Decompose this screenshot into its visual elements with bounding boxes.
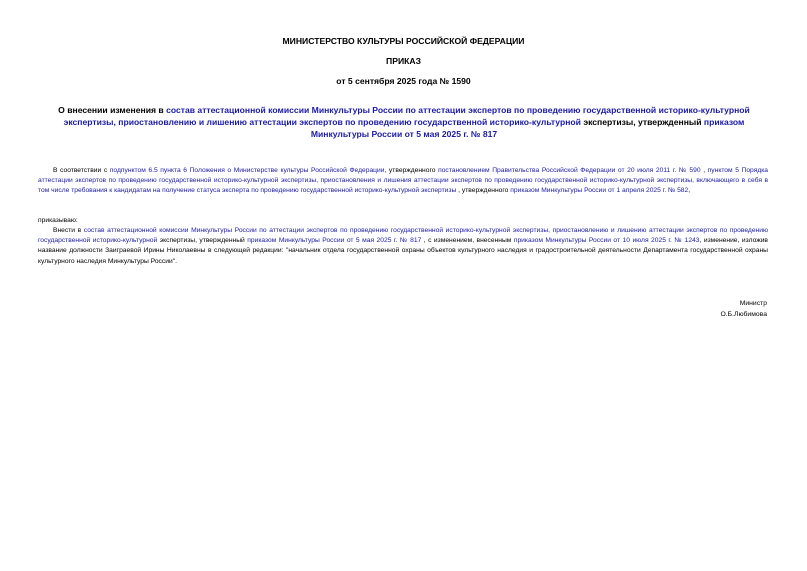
p2-link-order-1243[interactable]: приказом Минкультуры России от 10 июля 2025 г. № 1243	[513, 237, 700, 245]
title-prefix: О внесении изменения в	[58, 105, 167, 115]
p2-text-2: экспертизы, утвержденный	[157, 237, 248, 245]
paragraph-amendment	[38, 226, 768, 267]
paragraph-basis	[38, 166, 768, 197]
order-word: приказываю:	[38, 217, 78, 224]
signatory-name: О.Б.Любимова	[720, 310, 767, 318]
p1-link-regulation[interactable]: подпунктом 6.5 пункта 6 Положения о Министерстве культуры Российской Федерации	[109, 167, 385, 174]
p1-text-4: , утвержденного	[456, 187, 511, 195]
p2-text-3: , с изменением, внесенным	[421, 237, 514, 245]
p2-text-4: , изменение, изложив название должности Заиграевой Ирины Николаевны в следующей редакции: "начальник отдела государственной охраны объектов культурного наследия и градостроительной деятельности Департамента государственной охраны культурного наследия Минкультуры России".	[38, 237, 768, 265]
doc-type-heading: ПРИКАЗ	[386, 56, 421, 66]
p1-link-decree-590[interactable]: постановлением Правительства Российской Федерации от 20 июля 2011 г. № 590	[438, 167, 701, 174]
signatory-position: Министр	[739, 300, 767, 307]
order-title	[44, 104, 764, 140]
signature-block	[720, 299, 767, 320]
title-link-order-817[interactable]: приказом Минкультуры России от 5 мая 2025 г. № 817	[310, 117, 745, 139]
order-date-number: от 5 сентября 2025 года № 1590	[336, 76, 471, 86]
title-link-commission[interactable]: состав аттестационной комиссии Минкультуры России по аттестации экспертов по проведению государственной историко-культурной экспертизы, приостановлению и лишению аттестации экспертов по проведению государственной историко-культурной	[63, 105, 750, 127]
p1-link-procedure[interactable]: пунктом 5 Порядка аттестации экспертов по проведению государственной историко-культурной экспертизы, приостановления и лишения аттестации экспертов по проведению государственной историко-культурной экспертизы, включающего в себя в том числе требования к кандидатам на получение статуса эксперта по проведению государственной историко-культурной экспертизы	[38, 167, 769, 195]
p1-text-5: ,	[688, 187, 691, 195]
p1-link-order-582[interactable]: приказом Минкультуры России от 1 апреля 2025 г. № 582	[510, 187, 689, 195]
p2-link-commission[interactable]: состав аттестационной комиссии Минкультуры России по аттестации экспертов по проведению государственной историко-культурной экспертизы, приостановлению и лишению аттестации экспертов по проведению государственной историко-культурной	[38, 227, 768, 245]
p1-text-3: ,	[700, 167, 708, 174]
p1-text-1: В соответствии с	[53, 167, 110, 174]
p2-link-order-817[interactable]: приказом Минкультуры России от 5 мая 2025 г. № 817	[247, 237, 422, 245]
p1-text-2: , утвержденного	[384, 167, 439, 174]
ministry-heading: МИНИСТЕРСТВО КУЛЬТУРЫ РОССИЙСКОЙ ФЕДЕРАЦИИ	[282, 36, 525, 46]
title-middle: экспертизы, утвержденный	[580, 117, 704, 127]
p2-text-1: Внести в	[53, 227, 84, 234]
